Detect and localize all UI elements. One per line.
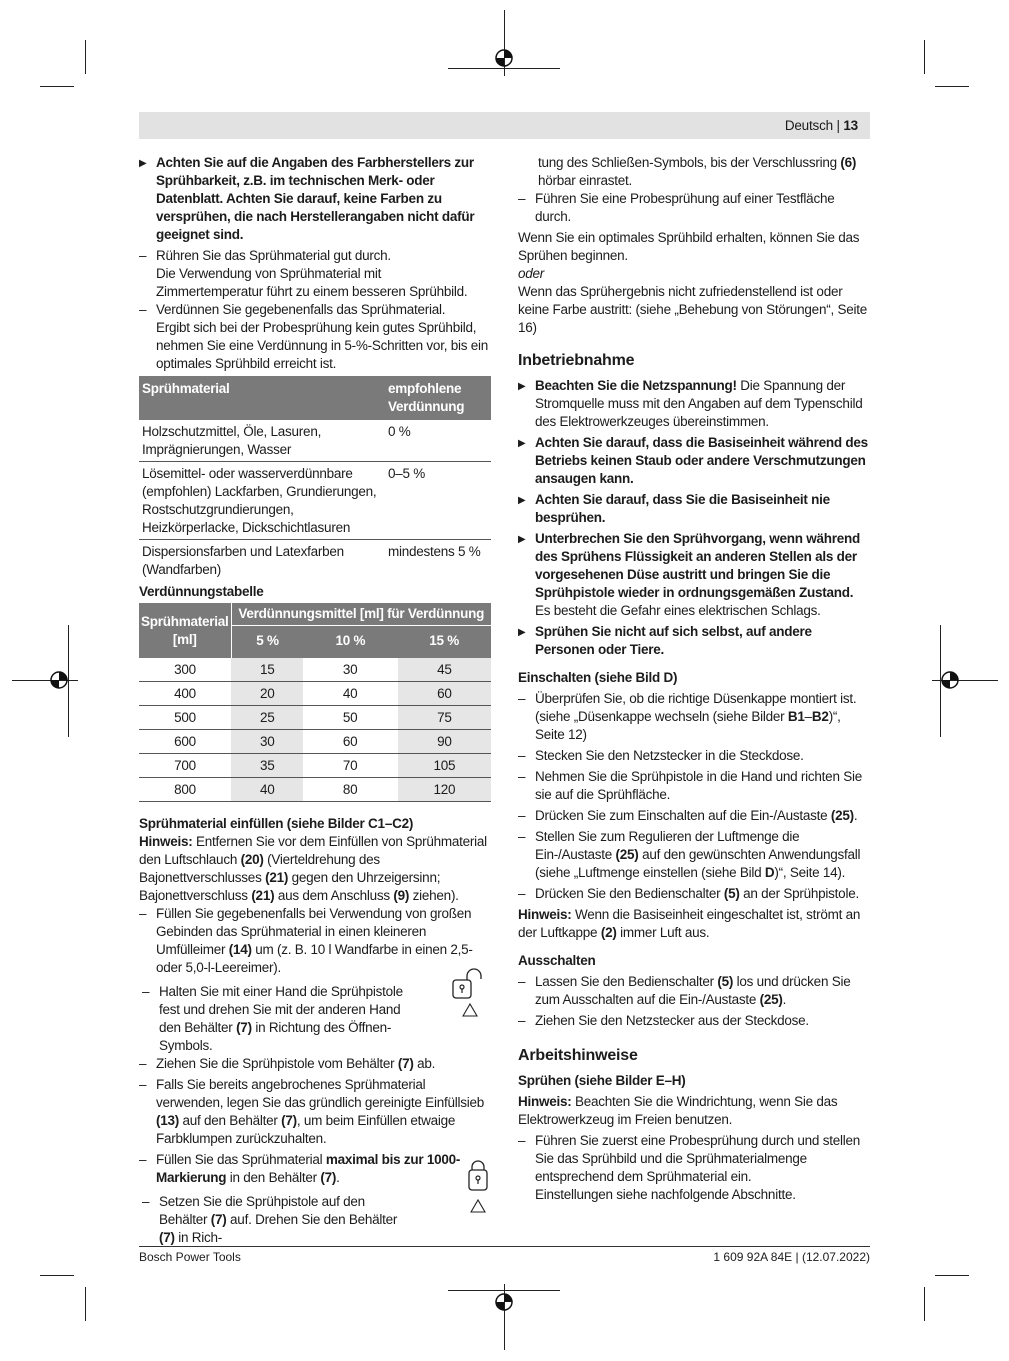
table-row: [139, 540, 491, 582]
list-item-continuation: [518, 154, 870, 190]
table-header: Sprühmaterial: [139, 376, 385, 420]
table-cell: 30: [231, 730, 303, 754]
table-cell: 75: [397, 706, 491, 730]
text: Überprüfen Sie, ob die richtige Düsenkappe montiert ist. (siehe „Düsenkappe wechseln (siehe Bilder: [535, 691, 857, 724]
safety-bullet: ▶ Achten Sie auf die Angaben des Farbherstellers zur Sprühbarkeit, z.B. im technischen Merk- oder Datenblatt. Achten Sie darauf, keine Farben zu versprühen, die nach Herstellerangaben nicht dafür geeignet sind.: [139, 154, 491, 244]
table-cell: 120: [397, 778, 491, 802]
table-cell: 60: [303, 730, 397, 754]
ref-number: (7): [236, 1020, 252, 1035]
text: .: [853, 808, 858, 823]
ref-number: (7): [281, 1113, 297, 1128]
text: .: [782, 992, 787, 1007]
text: um (z. B. 10 l Wandfarbe in einen 2,5- oder 5,0-l-Leereimer).: [156, 942, 473, 975]
list-item: [518, 973, 870, 1009]
section-heading: Sprühen (siehe Bilder E–H): [518, 1073, 686, 1088]
ref-number: (5): [723, 886, 740, 901]
text: )“, Seite 14).: [774, 865, 846, 880]
ref-number: (21): [265, 870, 289, 885]
text: Falls Sie bereits angebrochenes Sprühmaterial verwenden, legen Sie das gründlich gereinigte Einfüllsieb: [156, 1077, 484, 1110]
list-item: [139, 247, 491, 301]
safety-bullet: [518, 377, 870, 431]
ref-number: (25): [759, 992, 783, 1007]
table-cell: 70: [303, 754, 397, 778]
ref-number: (25): [830, 808, 854, 823]
right-column: [518, 154, 870, 1204]
crop-mark: [924, 40, 925, 74]
ref-number: (5): [717, 974, 734, 989]
table-cell: 0 %: [385, 420, 491, 462]
table-cell: 40: [231, 778, 303, 802]
table-cell: 700: [139, 754, 231, 778]
header-text: [785, 118, 858, 133]
list-item: [518, 1132, 870, 1204]
table-cell: 400: [139, 682, 231, 706]
ref-number: (7): [210, 1212, 227, 1227]
text: Wenn die Basiseinheit eingeschaltet ist, strömt an der Luftkappe: [518, 907, 861, 940]
safety-bullet: ▶ Achten Sie darauf, dass Sie die Basiseinheit nie besprühen.: [518, 491, 870, 527]
text: auf den Behälter: [179, 1113, 282, 1128]
note-paragraph: [518, 1093, 870, 1129]
text: los und drücken Sie zum Ausschalten auf die Ein-/Austaste: [535, 974, 851, 1007]
text: –: [804, 709, 812, 724]
table-cell: 40: [303, 682, 397, 706]
crop-mark: [40, 86, 74, 87]
page-header: [139, 112, 870, 139]
section-heading: Ausschalten: [518, 953, 596, 968]
registration-target-icon: [940, 670, 960, 690]
lock-icon: [464, 1160, 494, 1216]
list-item: [139, 301, 491, 373]
table-cell: 800: [139, 778, 231, 802]
footer-brand: Bosch Power Tools: [139, 1250, 241, 1264]
note-label: Hinweis:: [518, 907, 572, 922]
crop-mark: [40, 1275, 74, 1276]
text: Entfernen Sie vor dem Einfüllen von Sprühmaterial den Luftschlauch: [139, 834, 487, 867]
ref-figure: B1: [787, 709, 805, 724]
crop-mark: [924, 1287, 925, 1321]
ref-number: (20): [240, 852, 264, 867]
table-row: [139, 462, 491, 540]
note-label: Hinweis:: [139, 834, 193, 849]
text: Es besteht die Gefahr eines elektrischen Schlags.: [535, 603, 821, 618]
text: ziehen).: [409, 888, 459, 903]
safety-bullet: [518, 530, 870, 620]
table-row: [139, 778, 491, 802]
safety-bullet: ▶ Achten Sie darauf, dass die Basiseinheit während des Betriebs keinen Staub oder andere Verschmutzungen ansaugen kann.: [518, 434, 870, 488]
table-row: [139, 706, 491, 730]
table-cell: 105: [397, 754, 491, 778]
text: Lassen Sie den Bedienschalter: [535, 974, 718, 989]
crop-mark: [935, 86, 969, 87]
list-item: [139, 1076, 491, 1148]
section-heading: Sprühmaterial einfüllen (siehe Bilder C1–C2): [139, 816, 414, 831]
text: ab.: [413, 1056, 436, 1071]
list-item: [518, 807, 870, 825]
list-item: – Nehmen Sie die Sprühpistole in die Hand und richten Sie sie auf die Sprühfläche.: [518, 768, 870, 804]
table-row: [139, 754, 491, 778]
ref-figure: D: [764, 865, 775, 880]
ref-number: (13): [156, 1113, 180, 1128]
list-item: – Ziehen Sie den Netzstecker aus der Steckdose.: [518, 1012, 870, 1030]
text: aus dem Anschluss: [274, 888, 394, 903]
section-heading: Einschalten (siehe Bild D): [518, 670, 678, 685]
ref-number: (9): [393, 888, 410, 903]
item-text: Die Verwendung von Sprühmaterial mit Zimmertemperatur führt zu einem besseren Sprühbild.: [156, 266, 468, 299]
table-header: Sprühmaterial [ml]: [139, 603, 231, 658]
registration-target-icon: [494, 48, 514, 68]
item-text: Rühren Sie das Sprühmaterial gut durch.: [156, 248, 391, 263]
header-language: Deutsch: [784, 118, 833, 133]
ref-number: (7): [320, 1170, 337, 1185]
item-text: Verdünnen Sie gegebenenfalls das Sprühmaterial.: [156, 302, 446, 317]
text: , um beim Einfüllen etwaige Farbklumpen zurückzuhalten.: [156, 1113, 456, 1146]
text: auf. Drehen Sie den Behälter: [226, 1212, 398, 1227]
table-cell: 25: [231, 706, 303, 730]
note-paragraph: [518, 906, 870, 942]
text: Beachten Sie die Windrichtung, wenn Sie das Elektrowerkzeug im Freien benutzen.: [518, 1094, 838, 1127]
paragraph: Wenn Sie ein optimales Sprühbild erhalten, können Sie das Sprühen beginnen.: [518, 230, 860, 263]
text: (Vierteldrehung des Bajonettverschlusses: [139, 852, 380, 885]
ref-number: (7): [397, 1056, 414, 1071]
ref-number: (21): [251, 888, 275, 903]
dilution-table: [139, 603, 491, 802]
text: Setzen Sie die Sprühpistole auf den Behälter: [159, 1194, 365, 1227]
table-cell: Lösemittel- oder wasserverdünnbare (empfohlen) Lackfarben, Grundierungen, Rostschutzgrundierungen, Heizkörperlacke, Dickschichtlasuren: [139, 462, 385, 540]
crop-mark: [85, 1287, 86, 1321]
list-item: – Stecken Sie den Netzstecker in die Steckdose.: [518, 747, 870, 765]
ref-number: (6): [840, 155, 857, 170]
table-header: empfohlene Verdünnung: [385, 376, 491, 420]
list-item: [139, 1055, 491, 1073]
table-cell: 20: [231, 682, 303, 706]
text: Die Spannung der Stromquelle muss mit den Angaben auf dem Typenschild des Elektrowerkzeuges übereinstimmen.: [535, 378, 863, 429]
ref-figure: B2: [811, 709, 829, 724]
table-cell: 300: [139, 658, 231, 682]
ref-number: (14): [228, 942, 252, 957]
table-caption: Verdünnungstabelle: [139, 584, 264, 599]
table-cell: 30: [303, 658, 397, 682]
table-cell: 0–5 %: [385, 462, 491, 540]
emphasis: maximal bis zur 1000-Markierung: [156, 1152, 461, 1185]
text: gegen den Uhrzeigersinn; Bajonettverschluss: [139, 870, 441, 903]
list-item: [518, 828, 870, 882]
note-paragraph: [139, 833, 491, 905]
table-cell: 80: [303, 778, 397, 802]
text: auf den gewünschten Anwendungsfall (siehe „Luftmenge einstellen (siehe Bild: [535, 847, 861, 880]
list-item: [139, 905, 491, 977]
section-heading: Arbeitshinweise: [518, 1047, 638, 1064]
left-column: [139, 154, 491, 1247]
list-item: [142, 1193, 491, 1247]
text: Halten Sie mit einer Hand die Sprühpistole fest und drehen Sie mit der anderen Hand den Behälter: [159, 984, 403, 1035]
text: Drücken Sie den Bedienschalter: [535, 886, 724, 901]
text: Führen Sie zuerst eine Probesprühung durch und stellen Sie das Sprühbild und die Sprühmaterialmenge entsprechend dem Sprühmaterial ein.: [535, 1133, 860, 1184]
registration-target-icon: [494, 1292, 514, 1312]
table-cell: 600: [139, 730, 231, 754]
unlock-icon: [449, 968, 491, 1018]
list-item: [142, 983, 491, 1055]
table-header: 15 %: [397, 626, 491, 659]
table-cell: 45: [397, 658, 491, 682]
table-cell: 500: [139, 706, 231, 730]
dilution-recommendation-table: [139, 376, 491, 581]
text: in Richtung des Öffnen-Symbols.: [159, 1020, 392, 1053]
list-item: [139, 1151, 491, 1187]
paragraph: Wenn das Sprühergebnis nicht zufriedenstellend ist oder keine Farbe austritt: (siehe „Behebung von Störungen“, Seite 16): [518, 284, 867, 335]
table-cell: 90: [397, 730, 491, 754]
table-cell: 15: [231, 658, 303, 682]
text: an der Sprühpistole.: [739, 886, 859, 901]
text: tung des Schließen-Symbols, bis der Verschlussring: [538, 155, 841, 170]
table-cell: 60: [397, 682, 491, 706]
text: in Rich-: [174, 1230, 223, 1245]
item-text: Ergibt sich bei der Probesprühung kein gutes Sprühbild, nehmen Sie eine Verdünnung in 5-%-Schritten vor, bis ein optimales Sprühbild erreicht ist.: [156, 320, 488, 371]
ref-number: (7): [159, 1230, 175, 1245]
table-cell: mindestens 5 %: [388, 544, 481, 559]
table-cell: 35: [231, 754, 303, 778]
list-item: [518, 885, 870, 903]
text: Ziehen Sie die Sprühpistole vom Behälter: [156, 1056, 398, 1071]
paragraph: oder: [518, 266, 545, 281]
emphasis: Beachten Sie die Netzspannung!: [535, 378, 737, 393]
text: Stellen Sie zum Regulieren der Luftmenge die Ein-/Austaste: [535, 829, 800, 862]
table-row: [139, 682, 491, 706]
table-header: 5 %: [231, 626, 303, 659]
crop-mark: [85, 40, 86, 74]
table-row: [139, 658, 491, 682]
table-cell: Dispersionsfarben und Latexfarben (Wandfarben): [142, 544, 344, 577]
section-heading: Inbetriebnahme: [518, 352, 635, 369]
table-header: Verdünnungsmittel [ml] für Verdünnung: [231, 603, 491, 626]
text: Einstellungen siehe nachfolgende Abschnitte.: [535, 1187, 796, 1202]
text: Füllen Sie gegebenenfalls bei Verwendung von großen Gebinden das Sprühmaterial in einen kleineren Umfülleimer: [156, 906, 472, 957]
text: immer Luft aus.: [616, 925, 710, 940]
header-separator: |: [836, 118, 840, 133]
text: .: [336, 1170, 340, 1185]
text: hörbar einrastet.: [538, 173, 633, 188]
text: Drücken Sie zum Einschalten auf die Ein-/Austaste: [535, 808, 831, 823]
table-cell: 50: [303, 706, 397, 730]
crop-mark: [935, 1275, 969, 1276]
text: Füllen Sie das Sprühmaterial: [156, 1152, 326, 1167]
table-row: [139, 420, 491, 462]
text: in den Behälter: [226, 1170, 321, 1185]
list-item: – Führen Sie eine Probesprühung auf einer Testfläche durch.: [518, 190, 870, 226]
emphasis: Unterbrechen Sie den Sprühvorgang, wenn während des Sprühens Flüssigkeit an anderen Stellen als der vorgesehenen Düse austritt und bringen Sie die Sprühpistole wieder in ordnungsgemäßen Zustand.: [535, 531, 861, 600]
ref-number: (25): [615, 847, 639, 862]
note-label: Hinweis:: [518, 1094, 572, 1109]
safety-bullet: ▶ Sprühen Sie nicht auf sich selbst, auf andere Personen oder Tiere.: [518, 623, 870, 659]
ref-number: (2): [600, 925, 617, 940]
text: )“, Seite 12): [535, 709, 841, 742]
footer-doc-number: 1 609 92A 84E | (12.07.2022): [713, 1250, 870, 1264]
table-cell: Holzschutzmittel, Öle, Lasuren, Imprägnierungen, Wasser: [139, 420, 385, 462]
page-number: 13: [843, 118, 858, 133]
table-header: 10 %: [303, 626, 397, 659]
list-item: [518, 690, 870, 744]
registration-target-icon: [49, 670, 69, 690]
table-row: [139, 730, 491, 754]
page-footer: [139, 1246, 870, 1264]
